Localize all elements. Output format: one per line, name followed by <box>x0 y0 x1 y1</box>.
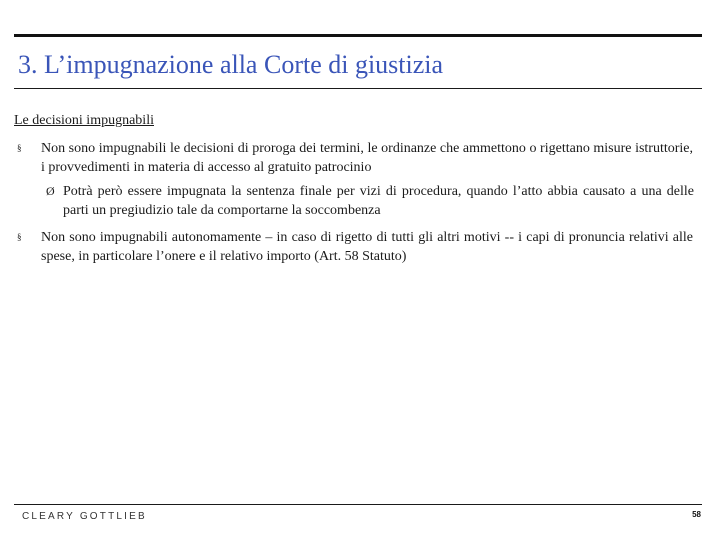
footer-divider <box>14 504 702 505</box>
page-number: 58 <box>692 510 701 519</box>
slide-title: 3. L’impugnazione alla Corte di giustizia <box>18 50 444 79</box>
sub-bullet-text: Potrà però essere impugnata la sentenza finale per vizi di procedura, quando l’atto abbia causato a una delle parti un pregiudizio tale da comportarne la soccombenza <box>63 184 694 218</box>
bullet-text: Non sono impugnabili le decisioni di proroga dei termini, le ordinanze che ammettono o rigettano misure istruttorie, i provvedimenti in materia di accesso al gratuito patrocinio <box>41 141 693 175</box>
bullet-text: Non sono impugnabili autonomamente – in caso di rigetto di tutti gli altri motivi -- i capi di pronuncia relativi alle spese, in particolare l’onere e il relativo importo (Art. 58 Statuto) <box>41 230 693 264</box>
firm-logo: CLEARY GOTTLIEB <box>22 511 147 522</box>
title-divider <box>14 88 702 89</box>
bullet-marker: § <box>17 232 22 242</box>
bullet-marker: § <box>17 143 22 153</box>
arrow-marker: Ø <box>46 184 55 198</box>
top-rule <box>14 34 702 37</box>
section-heading: Le decisioni impugnabili <box>14 113 154 128</box>
